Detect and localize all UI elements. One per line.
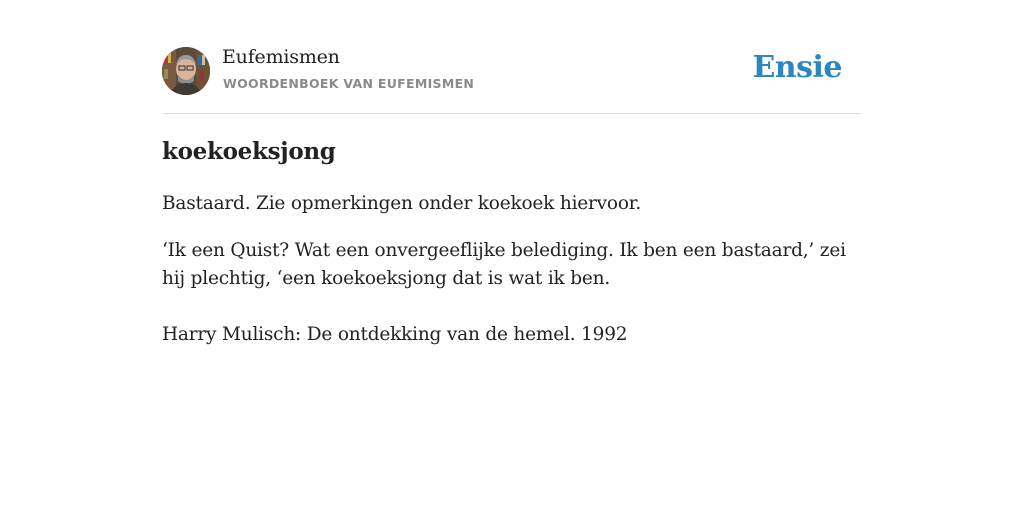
- entry-title: koekoeksjong: [162, 138, 336, 165]
- page: [162, 0, 862, 345]
- avatar-portrait-icon: [162, 47, 210, 95]
- header: [162, 0, 862, 114]
- entry-quote: ‘Ik een Quist? Wat een onvergeeflijke belediging. Ik ben een bastaard,’ zei hij plechtig, ‘een koekoeksjong dat is wat ik ben.: [162, 240, 846, 289]
- entry-definition: Bastaard. Zie opmerkingen onder koekoek hiervoor.: [162, 193, 642, 214]
- avatar[interactable]: [162, 47, 210, 95]
- author-name[interactable]: Eufemismen: [222, 46, 340, 68]
- entry-source: Harry Mulisch: De ontdekking van de hemel. 1992: [162, 324, 628, 345]
- ensie-logo[interactable]: Ensie: [752, 50, 842, 85]
- author-subtitle[interactable]: WOORDENBOEK VAN EUFEMISMEN: [223, 76, 475, 91]
